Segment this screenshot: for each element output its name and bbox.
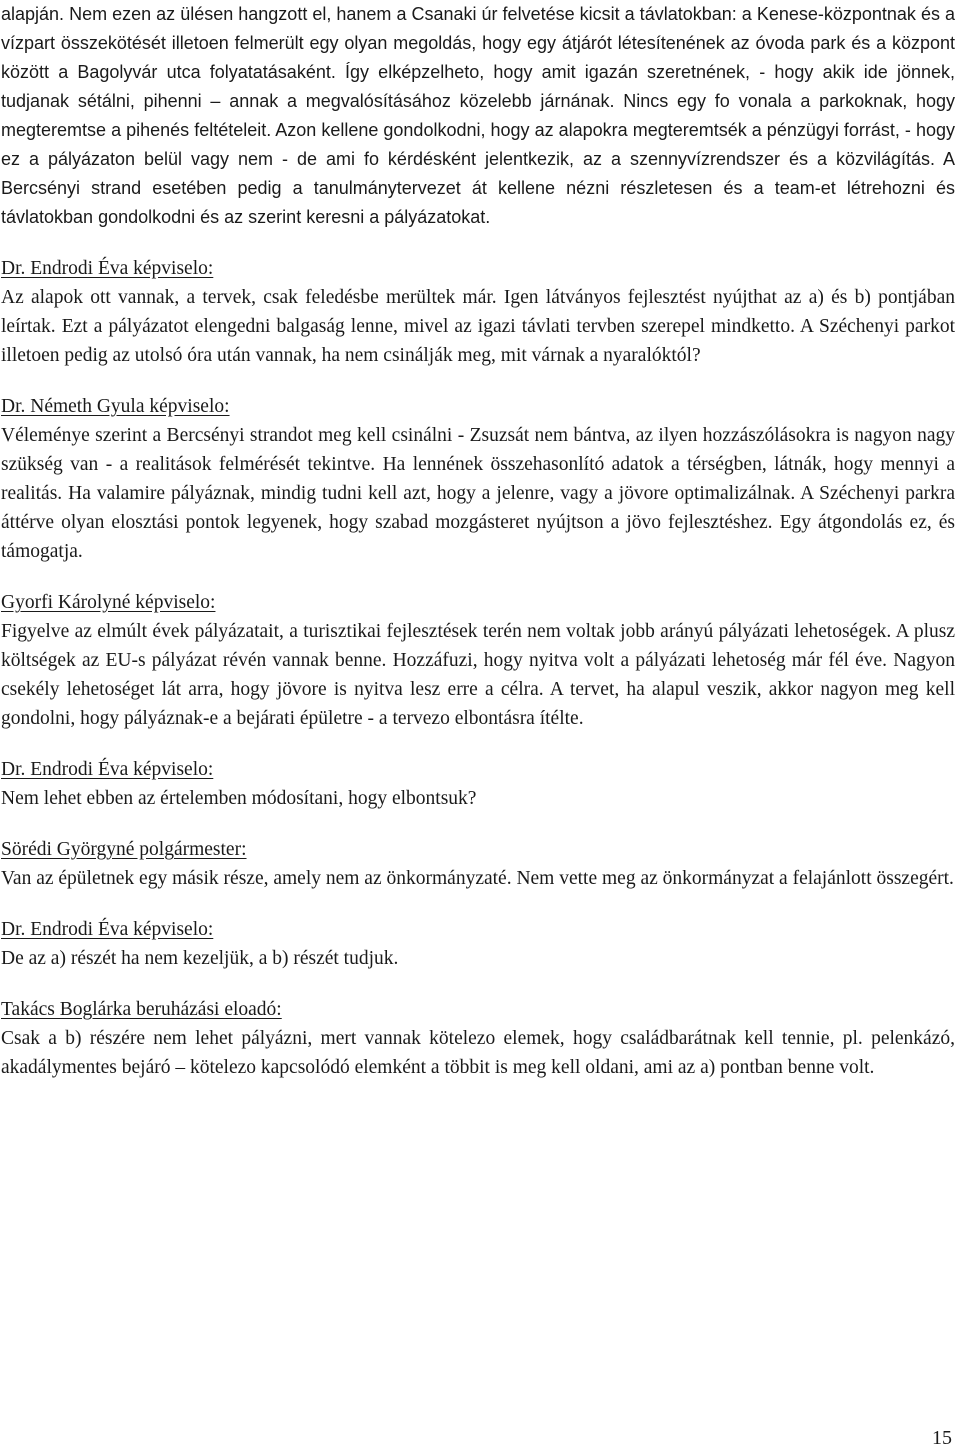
speech-paragraph: Csak a b) részére nem lehet pályázni, mert vannak kötelezo elemek, hogy családbarátnak kell tennie, pl. pelenkázó, akadálymentes bejáró – kötelezo kapcsolódó elemként a többit is meg kell oldani, ami az a) pontban benne volt. xyxy=(1,1028,955,1078)
speech-paragraph: De az a) részét ha nem kezeljük, a b) részét tudjuk. xyxy=(1,948,399,969)
speaker-section-4 xyxy=(1,755,955,813)
speaker-section-2 xyxy=(1,392,955,566)
speaker-name: Sörédi Györgyné polgármester: xyxy=(1,839,247,860)
speaker-name: Takács Boglárka beruházási eloadó: xyxy=(1,999,282,1020)
speaker-name: Dr. Endrodi Éva képviselo: xyxy=(1,258,214,279)
speaker-name: Dr. Endrodi Éva képviselo: xyxy=(1,759,214,780)
page-number: 15 xyxy=(932,1427,952,1449)
speaker-name: Dr. Endrodi Éva képviselo: xyxy=(1,919,214,940)
speech-paragraph: Figyelve az elmúlt évek pályázatait, a turisztikai fejlesztések terén nem voltak jobb arányú pályázati lehetoségek. A plusz költségek az EU-s pályázat révén vannak benne. Hozzáfuzi, hogy nyitva volt a pályázati lehetoség már fél éve. Nagyon csekély lehetoséget lát arra, hogy jövore is nyitva lesz erre a célra. A tervet, ha alapul veszik, akkor nagyon meg kell gondolni, hogy pályáznak-e a bejárati épületre - a tervezo elbontásra ítélte. xyxy=(1,621,955,729)
speaker-name: Dr. Németh Gyula képviselo: xyxy=(1,396,230,417)
speaker-section-3 xyxy=(1,588,955,733)
speech-paragraph: Az alapok ott vannak, a tervek, csak feledésbe merültek már. Igen látványos fejlesztést nyújthat az a) és b) pontjában leírtak. Ezt a pályázatot elengedni balgaság lenne, mivel az igazi távlati tervben szerepel mindketto. A Széchenyi parkot illetoen pedig az utolsó óra után vannak, ha nem csinálják meg, mit várnak a nyaralóktól? xyxy=(1,287,955,366)
speech-paragraph: Véleménye szerint a Bercsényi strandot meg kell csinálni - Zsuzsát nem bántva, az ilyen hozzászólásokra is nagyon nagy szükség van - a realitások felmérését tekintve. Ha lennének összehasonlító adatok a térségben, látnák, hogy mennyi a realitás. Ha valamire pályáznak, mindig tudni kell azt, hogy a jelenre, vagy a jövore optimalizálnak. A Széchenyi parkra áttérve olyan elosztási pontok legyenek, hogy szabad mozgásteret nyújtson a jövo fejlesztéshez. Egy átgondolás ez, és támogatja. xyxy=(1,425,955,562)
speaker-section-6 xyxy=(1,915,955,973)
speaker-name: Gyorfi Károlyné képviselo: xyxy=(1,592,216,613)
speaker-section-7 xyxy=(1,995,955,1082)
intro-paragraph: alapján. Nem ezen az ülésen hangzott el, hanem a Csanaki úr felvetése kicsit a távlatokban: a Kenese-központnak és a vízpart összekötését illetoen felmerült egy olyan megoldás, hogy egy átjárót létesítenének az óvoda park és a központ között a Bagolyvár utca folyatatásaként. Így elképzelheto, hogy amit igazán szeretnének, - hogy akik ide jönnek, tudjanak sétálni, pihenni – annak a megvalósításához közelebb járnának. Nincs egy fo vonala a parkoknak, hogy megteremtse a pihenés feltételeit. Azon kellene gondolkodni, hogy az alapokra megteremtsék a pénzügyi forrást, - hogy ez a pályázaton belül vagy nem - de ami fo kérdésként jelentkezik, az a szennyvízrendszer és a közvilágítás. A Bercsényi strand esetében pedig a tanulmánytervezet át kellene nézni részletesen és a team-et létrehozni és távlatokban gondolkodni és az szerint keresni a pályázatokat. xyxy=(1,4,955,227)
speaker-section-1 xyxy=(1,254,955,370)
speaker-section-5 xyxy=(1,835,955,893)
speech-paragraph: Van az épületnek egy másik része, amely nem az önkormányzaté. Nem vette meg az önkormányzat a felajánlott összegért. xyxy=(1,868,954,889)
speech-paragraph: Nem lehet ebben az értelemben módosítani, hogy elbontsuk? xyxy=(1,788,477,809)
